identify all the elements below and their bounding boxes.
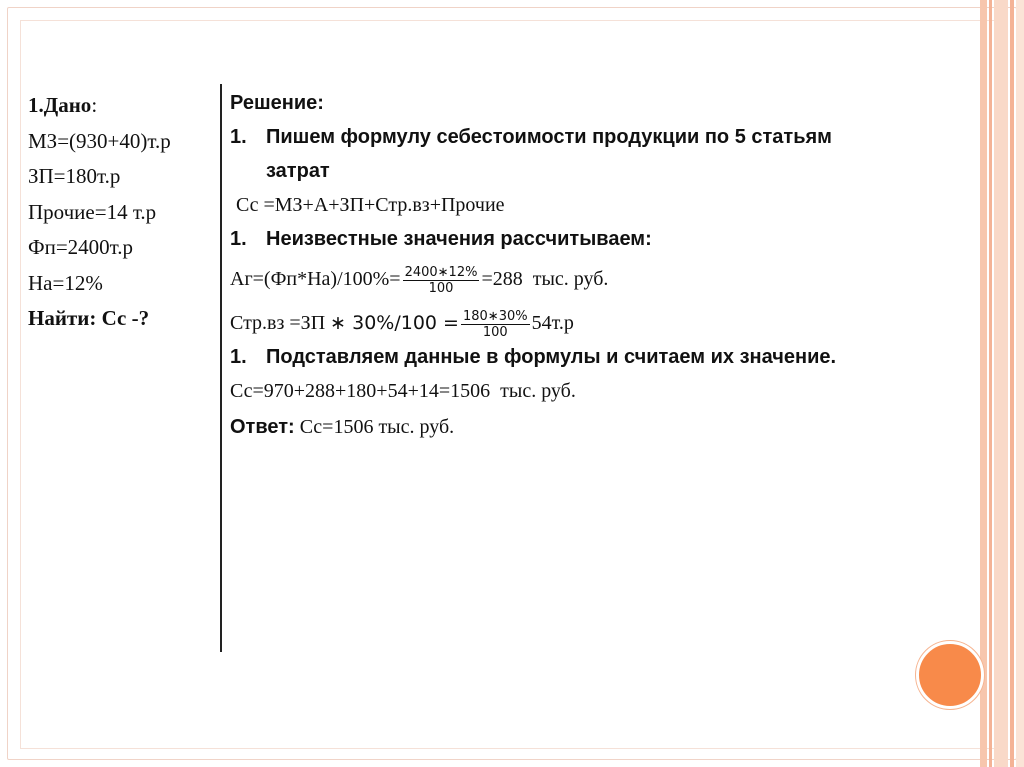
stripe <box>980 0 987 767</box>
strvz-formula <box>230 306 930 340</box>
given-title-text: 1.Дано <box>28 93 92 117</box>
stripe <box>1010 0 1014 767</box>
given-line: На=12% <box>28 270 103 295</box>
step-text: Пишем формулу себестоимости продукции по 5 статьям <box>266 126 832 148</box>
given-section <box>28 88 218 337</box>
frac-numerator: 2400∗12% <box>404 264 478 280</box>
cost-formula: Сс =МЗ+А+ЗП+Стр.вз+Прочие <box>236 194 505 216</box>
frac-denominator: 100 <box>428 280 454 296</box>
step-1-continuation: затрат <box>266 160 330 182</box>
decorative-stripes <box>980 0 1024 767</box>
step-number: 1. <box>230 126 247 148</box>
step-text: Неизвестные значения рассчитываем: <box>266 228 652 250</box>
solution-heading: Решение: <box>230 92 324 114</box>
given-line: ЗП=180т.р <box>28 164 121 188</box>
frac-numerator: 180∗30% <box>462 308 528 324</box>
answer-line <box>230 410 930 444</box>
ag-fraction <box>403 265 480 296</box>
given-line: Прочие=14 т.р <box>28 199 157 224</box>
strvz-fraction <box>461 309 530 340</box>
ag-suffix: =288 тыс. руб. <box>481 268 609 290</box>
stripe <box>1016 0 1024 767</box>
step-text: Подставляем данные в формулы и считаем их значение. <box>266 346 837 368</box>
ag-prefix: Аг=(Фп*На)/100%= <box>230 268 401 290</box>
frac-denominator: 100 <box>482 324 508 340</box>
step-number: 1. <box>230 346 247 368</box>
stripe <box>989 0 992 767</box>
given-line: МЗ=(930+40)т.р <box>28 128 171 153</box>
step-2 <box>230 222 930 256</box>
answer-value: Сс=1506 тыс. руб. <box>299 416 455 438</box>
step-number: 1. <box>230 228 247 250</box>
step-1 <box>230 120 930 154</box>
stripe <box>994 0 1008 767</box>
sum-line: Сс=970+288+180+54+14=1506 тыс. руб. <box>230 380 576 402</box>
strvz-prefix: Стр.вз =ЗП <box>230 312 326 334</box>
ag-formula <box>230 262 930 296</box>
solution-section <box>230 86 930 444</box>
strvz-operator: ∗ 30%/100 = <box>330 312 459 334</box>
step-3 <box>230 340 930 374</box>
find-line: Найти: Сс -? <box>28 306 150 330</box>
answer-label: Ответ: <box>230 416 295 438</box>
given-line: Фп=2400т.р <box>28 235 134 259</box>
decorative-circle <box>916 641 984 709</box>
vertical-divider <box>220 84 222 652</box>
given-title-colon: : <box>91 93 98 117</box>
given-title <box>28 88 218 124</box>
strvz-suffix: 54т.р <box>531 312 574 334</box>
